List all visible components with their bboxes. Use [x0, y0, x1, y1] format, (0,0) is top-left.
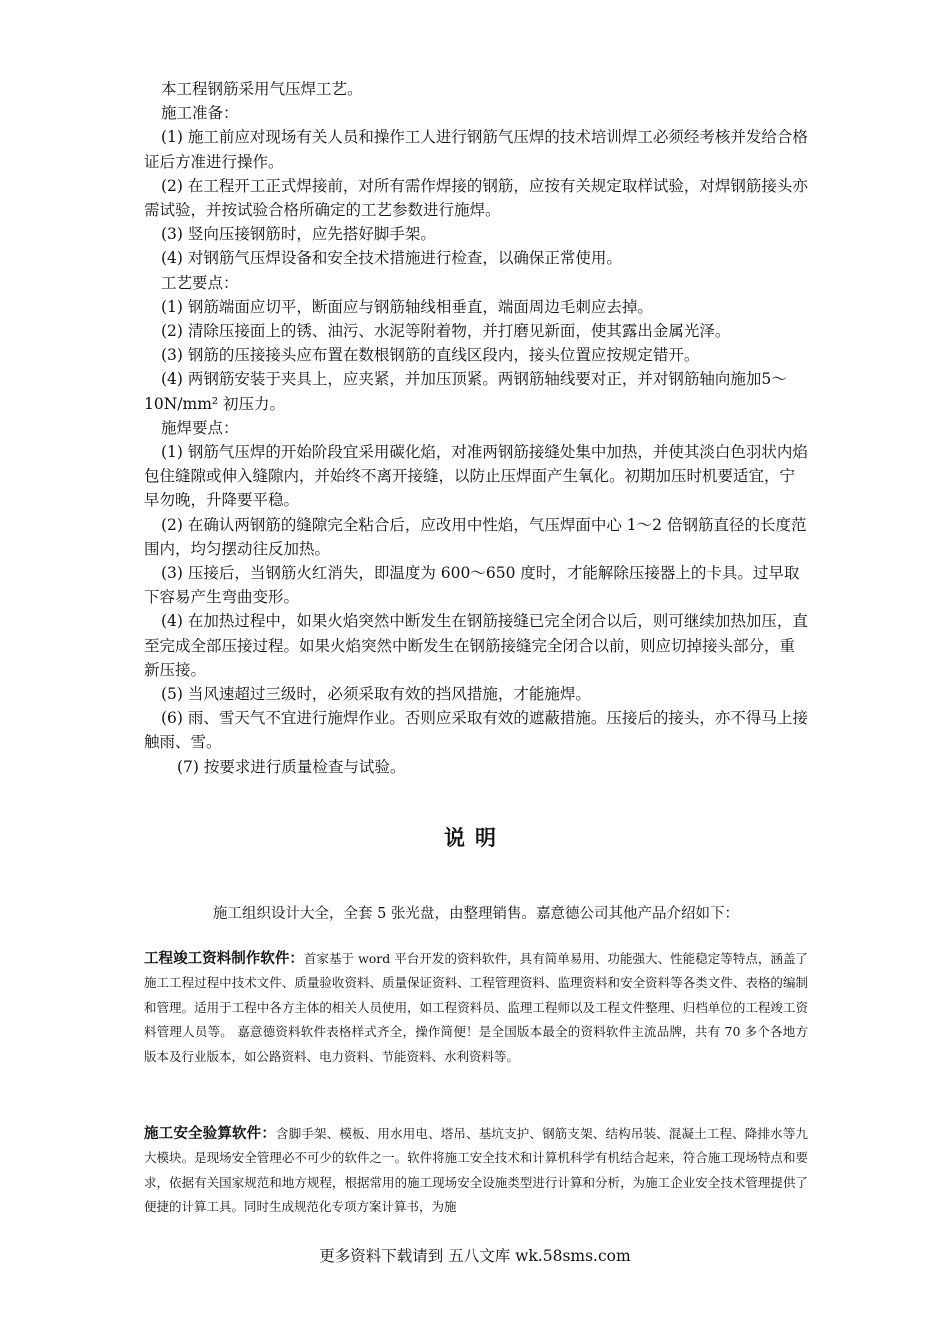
product-description [144, 1122, 808, 1220]
process-item: (3) 钢筋的压接接头应布置在数根钢筋的直线区段内，接头位置应按规定错开。 [161, 346, 700, 365]
section-heading: 说明 [444, 825, 506, 850]
weld-item: (5) 当风速超过三级时，必须采取有效的挡风措施，才能施焊。 [161, 685, 591, 704]
product-name: 工程竣工资料制作软件： [144, 950, 304, 967]
prep-title: 施工准备： [161, 104, 239, 123]
weld-item: (4) 在加热过程中，如果火焰突然中断发生在钢筋接缝已完全闭合以后，则可继续加热加压，直至完成全部压接过程。如果火焰突然中断发生在钢筋接缝完全闭合以前，则应切掉接头部分，重新压接。 [144, 612, 808, 679]
page-footer: 更多资料下载请到 五八文库 wk.58sms.com [319, 1247, 631, 1265]
weld-item: (1) 钢筋气压焊的开始阶段宜采用碳化焰，对准两钢筋接缝处集中加热，并使其淡白色羽状内焰包住缝隙或伸入缝隙内，并始终不离开接缝，以防止压焊面产生氧化。初期加压时机要适宜，宁早勿晚，升降要平稳。 [144, 443, 808, 510]
prep-item: (1) 施工前应对现场有关人员和操作工人进行钢筋气压焊的技术培训焊工必须经考核并发给合格证后方准进行操作。 [144, 128, 808, 171]
product-description [144, 947, 808, 1069]
product-desc-text: 含脚手架、模板、用水用电、塔吊、基坑支护、钢筋支架、结构吊装、混凝土工程、降排水等九大模块。是现场安全管理必不可少的软件之一。软件将施工安全技术和计算机科学有机结合起来，符合施工现场特点和要求，依据有关国家规范和地方规程，根据常用的施工现场安全设施类型进行计算和分析，为施工企业安全技术管理提供了便捷的计算工具。同时生成规范化专项方案计算书，为施 [144, 1126, 808, 1215]
weld-title: 施焊要点： [161, 418, 239, 437]
product-intro: 施工组织设计大全，全套 5 张光盘，由整理销售。嘉意德公司其他产品介绍如下： [213, 906, 739, 922]
weld-item: (3) 压接后，当钢筋火红消失，即温度为 600～650 度时，才能解除压接器上的卡具。过早取下容易产生弯曲变形。 [144, 564, 800, 607]
final-item: (7) 按要求进行质量检查与试验。 [177, 757, 406, 776]
weld-item: (2) 在确认两钢筋的缝隙完全粘合后，应改用中性焰，气压焊面中心 1～2 倍钢筋直径的长度范围内，均匀摆动往反加热。 [144, 515, 807, 558]
process-title: 工艺要点： [161, 273, 239, 292]
prep-item: (2) 在工程开工正式焊接前，对所有需作焊接的钢筋，应按有关规定取样试验，对焊钢筋接头亦需试验，并按试验合格所确定的工艺参数进行施焊。 [144, 176, 808, 220]
prep-item: (4) 对钢筋气压焊设备和安全技术措施进行检查，以确保正常使用。 [161, 249, 622, 268]
section-intro: 本工程钢筋采用气压焊工艺。 [161, 80, 363, 98]
process-item: (4) 两钢筋安装于夹具上，应夹紧，并加压顶紧。两钢筋轴线要对正，并对钢筋轴向施加5～10N/mm² 初压力。 [144, 370, 787, 413]
prep-item: (3) 竖向压接钢筋时，应先搭好脚手架。 [161, 225, 436, 244]
process-item: (1) 钢筋端面应切平，断面应与钢筋轴线相垂直，端面周边毛刺应去掉。 [161, 297, 653, 316]
weld-item: (6) 雨、雪天气不宜进行施焊作业。否则应采取有效的遮蔽措施。压接后的接头，亦不得马上接触雨、雪。 [144, 709, 808, 752]
construction-process-section [144, 77, 808, 779]
product-desc-text: 首家基于 word 平台开发的资料软件，具有简单易用、功能强大、性能稳定等特点，涵盖了施工工程过程中技术文件、质量验收资料、质量保证资料、工程管理资料、监理资料和安全资料等各类文件、表格的编制和管理。适用于工程中各方主体的相关人员使用，如工程资料员、监理工程师以及工程文件整理、归档单位的工程竣工资料管理人员等。 嘉意德资料软件表格样式齐全，操作简便！是全国版本最全的资料软件主流品牌，共有 70 多个各地方版本及行业版本，如公路资料、电力资料、节能资料、水利资料等。 [144, 951, 809, 1064]
product-name: 施工安全验算软件： [144, 1125, 277, 1142]
process-item: (2) 清除压接面上的锈、油污、水泥等附着物，并打磨见新面，使其露出金属光泽。 [161, 322, 731, 341]
